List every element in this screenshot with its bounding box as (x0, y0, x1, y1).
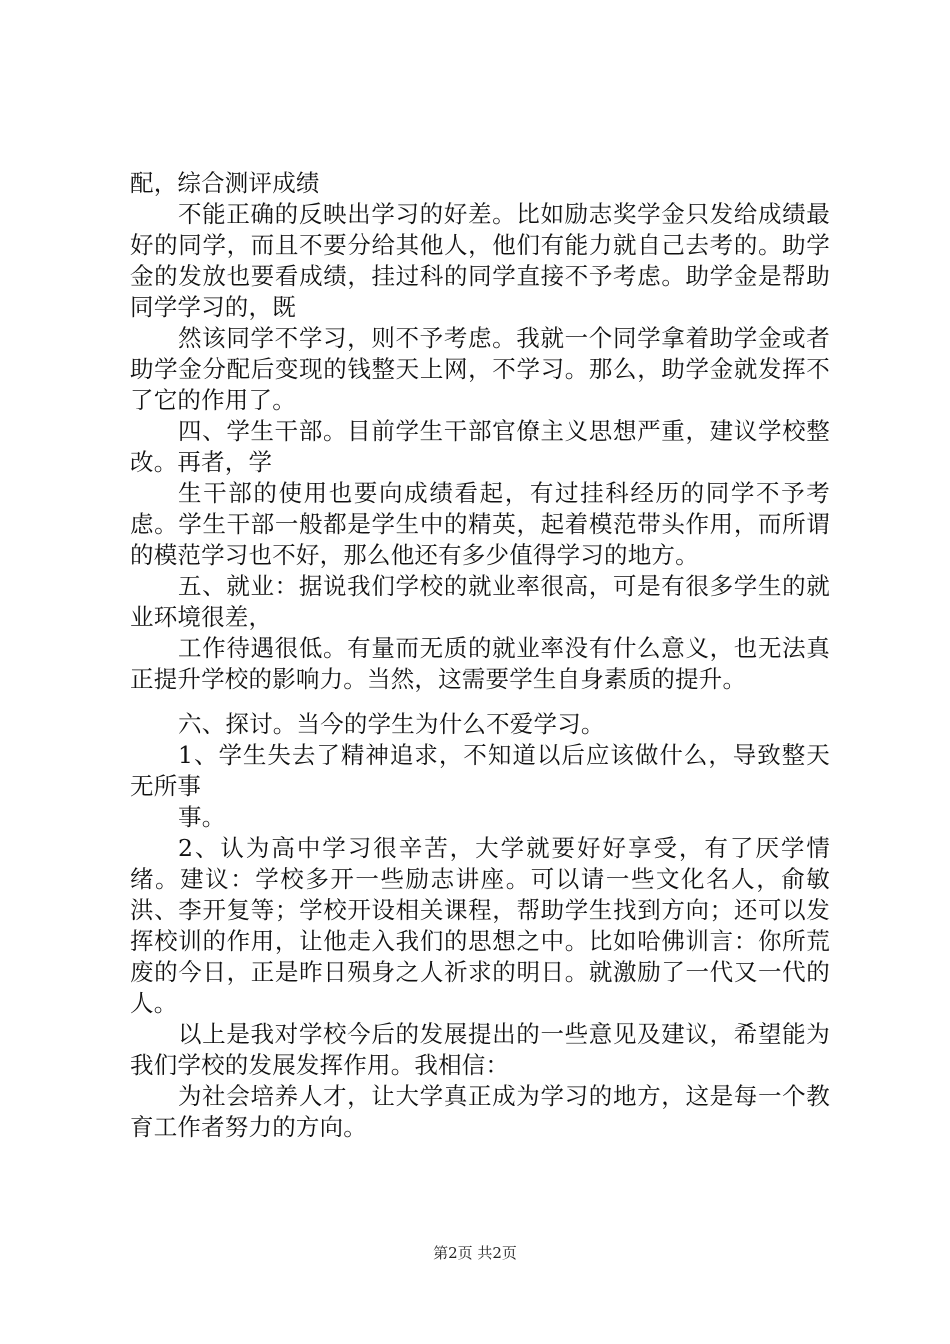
paragraph: 然该同学不学习，则不予考虑。我就一个同学拿着助学金或者助学金分配后变现的钱整天上网，不学习。那么，助学金就发挥不了它的作用了。 (130, 324, 830, 414)
paragraph: 1、学生失去了精神追求，不知道以后应该做什么，导致整天无所事 (130, 741, 830, 800)
paragraph: 配，综合测评成绩 (130, 169, 320, 197)
paragraph: 不能正确的反映出学习的好差。比如励志奖学金只发给成绩最好的同学，而且不要分给其他人，他们有能力就自己去考的。助学金的发放也要看成绩，挂过科的同学直接不予考虑。助学金是帮助同学学习的，既 (130, 200, 830, 321)
paragraph: 以上是我对学校今后的发展提出的一些意见及建议，希望能为我们学校的发展发挥作用。我相信： (130, 1020, 830, 1079)
paragraph: 四、学生干部。目前学生干部官僚主义思想严重，建议学校整改。再者，学 (130, 417, 830, 476)
paragraph: 2、认为高中学习很辛苦，大学就要好好享受，有了厌学情绪。建议：学校多开一些励志讲座。可以请一些文化名人，俞敏洪、李开复等；学校开设相关课程，帮助学生找到方向；还可以发挥校训的作用，让他走入我们的思想之中。比如哈佛训言：你所荒废的今日，正是昨日殒身之人祈求的明日。就激励了一代又一代的人。 (130, 834, 830, 1017)
paragraph: 事。 (178, 803, 226, 831)
page-footer (0, 1243, 950, 1263)
paragraph: 工作待遇很低。有量而无质的就业率没有什么意义，也无法真正提升学校的影响力。当然，这需要学生自身素质的提升。 (130, 634, 830, 693)
section-heading: 六、探讨。当今的学生为什么不爱学习。 (178, 710, 605, 738)
paragraph: 五、就业：据说我们学校的就业率很高，可是有很多学生的就业环境很差， (130, 572, 830, 631)
document-body (130, 168, 830, 1143)
page-number: 第2页 共2页 (433, 1244, 517, 1262)
paragraph: 生干部的使用也要向成绩看起，有过挂科经历的同学不予考虑。学生干部一般都是学生中的精英，起着模范带头作用，而所谓的模范学习也不好，那么他还有多少值得学习的地方。 (130, 479, 830, 569)
paragraph: 为社会培养人才，让大学真正成为学习的地方，这是每一个教育工作者努力的方向。 (130, 1082, 830, 1141)
